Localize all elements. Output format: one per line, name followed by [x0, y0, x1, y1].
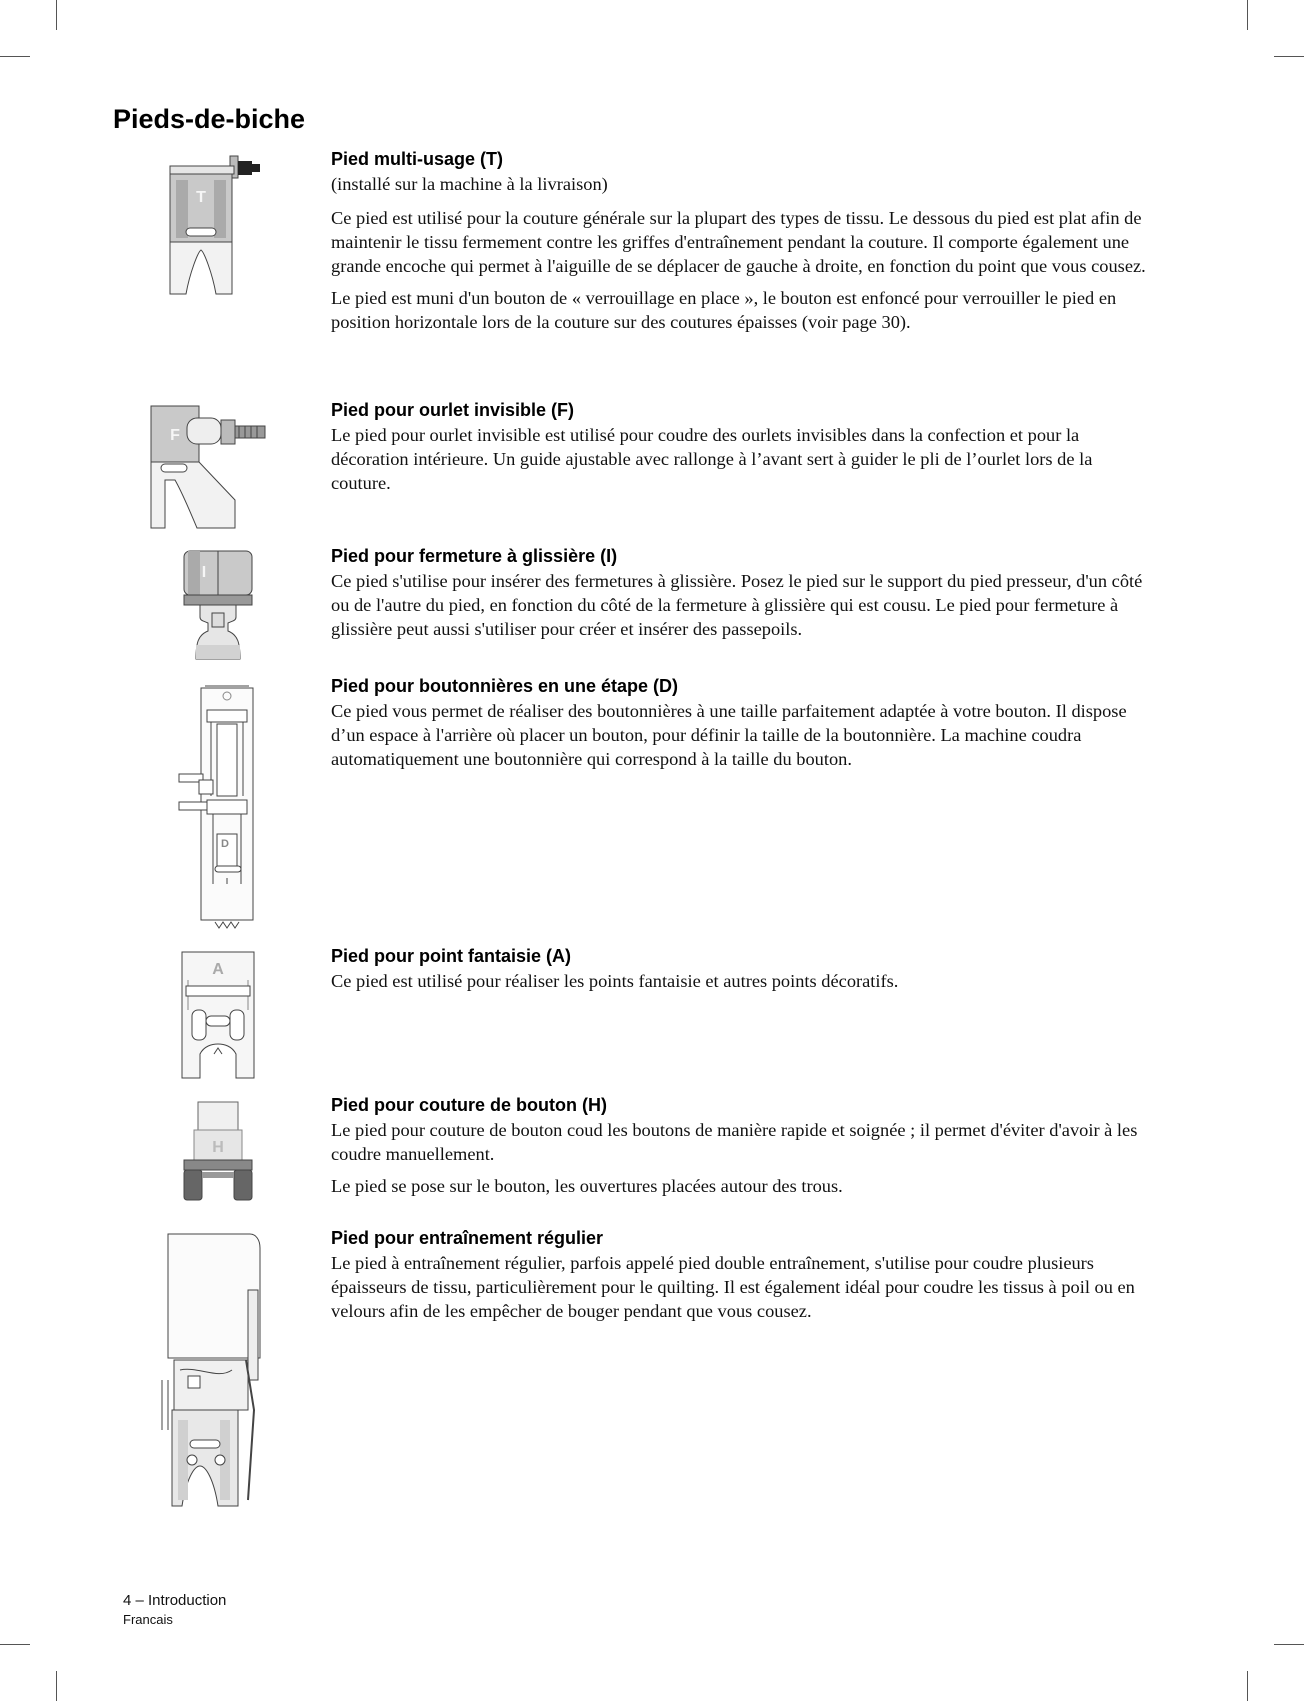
- section-paragraph: Ce pied vous permet de réaliser des boutonnières à une taille parfaitement adaptée à votre bouton. Il dispose d’un espace à l'arrière où placer un bouton, pour définir la taille de la boutonnière. La machine coudra automatiquement une boutonnière qui correspond à la taille du bouton.: [331, 701, 1127, 769]
- section-paragraph: Le pied est muni d'un bouton de « verrouillage en place », le bouton est enfoncé pour verrouiller le pied en position horizontale lors de la couture sur des coutures épaisses (voir page 30).: [331, 288, 1117, 332]
- section-heading: Pied pour fermeture à glissière (I): [331, 546, 618, 566]
- section-multi-usage-foot: [331, 148, 1156, 342]
- section-blind-hem-foot: [331, 399, 1156, 503]
- crop-mark: [56, 1671, 57, 1701]
- section-paragraph: Le pied pour couture de bouton coud les boutons de manière rapide et soignée ; il permet d'éviter d'avoir à les coudre manuellement.: [331, 1120, 1138, 1164]
- section-walking-foot: [331, 1227, 1156, 1331]
- section-subtitle: (installé sur la machine à la livraison): [331, 174, 608, 194]
- presser-foot-a-image: [180, 950, 256, 1082]
- foot-letter-i: I: [201, 564, 207, 581]
- section-zipper-foot: [331, 545, 1156, 649]
- foot-letter-d: D: [221, 838, 229, 850]
- section-heading: Pied pour boutonnières en une étape (D): [331, 676, 679, 696]
- presser-foot-h-image: [180, 1100, 256, 1204]
- section-paragraph: Ce pied s'utilise pour insérer des fermetures à glissière. Posez le pied sur le support du pied presseur, d'un côté ou de l'autre du pied, en fonction du côté de la fermeture à glissière qui est cousu. Le pied pour fermeture à glissière peut aussi s'utiliser pour créer et insérer des passepoils.: [331, 571, 1143, 639]
- crop-mark: [56, 0, 57, 30]
- presser-foot-d-image: [177, 684, 257, 932]
- footer-language: Francais: [123, 1612, 173, 1627]
- section-paragraph: Le pied pour ourlet invisible est utilisé pour coudre des ourlets invisibles dans la confection et pour la décoration intérieure. Un guide ajustable avec rallonge à l’avant sert à guider le pli de l’ourlet lors de la couture.: [331, 425, 1093, 493]
- crop-mark: [1247, 0, 1248, 30]
- foot-letter-t: T: [196, 189, 206, 206]
- section-heading: Pied pour couture de bouton (H): [331, 1095, 607, 1115]
- walking-foot-image: [158, 1230, 268, 1512]
- section-heading: Pied pour ourlet invisible (F): [331, 400, 575, 420]
- crop-mark: [0, 1644, 30, 1645]
- presser-foot-t-image: [158, 152, 273, 300]
- crop-mark: [0, 56, 30, 57]
- crop-mark: [1247, 1671, 1248, 1701]
- section-heading: Pied pour entraînement régulier: [331, 1228, 604, 1248]
- section-heading: Pied pour point fantaisie (A): [331, 946, 572, 966]
- presser-foot-i-image: [182, 549, 254, 661]
- page-title: Pieds-de-biche: [113, 104, 306, 134]
- presser-foot-f-image: [147, 404, 292, 532]
- section-paragraph: Ce pied est utilisé pour la couture générale sur la plupart des types de tissu. Le dessous du pied est plat afin de maintenir le tissu fermement contre les griffes d'entraînement pendant la couture. Il comporte également une grande encoche qui permet à l'aiguille de se déplacer de gauche à droite, en fonction du point que vous cousez.: [331, 208, 1146, 276]
- section-paragraph: Le pied à entraînement régulier, parfois appelé pied double entraînement, s'utilise pour coudre plusieurs épaisseurs de tissu, particulièrement pour le quilting. Il est également idéal pour coudre les tissus à poil ou en velours afin de les empêcher de bouger pendant que vous cousez.: [331, 1253, 1135, 1321]
- section-paragraph: Ce pied est utilisé pour réaliser les points fantaisie et autres points décoratifs.: [331, 971, 899, 991]
- foot-letter-h: H: [212, 1139, 224, 1156]
- section-buttonhole-foot: [331, 675, 1156, 779]
- section-decorative-stitch-foot: [331, 945, 1156, 1001]
- foot-letter-f: F: [170, 427, 180, 444]
- crop-mark: [1274, 1644, 1304, 1645]
- footer-page-number: 4 – Introduction: [123, 1592, 227, 1609]
- section-paragraph: Le pied se pose sur le bouton, les ouvertures placées autour des trous.: [331, 1176, 843, 1196]
- section-button-sewing-foot: [331, 1094, 1156, 1206]
- foot-letter-a: A: [212, 961, 224, 978]
- section-heading: Pied multi-usage (T): [331, 149, 504, 169]
- crop-mark: [1274, 56, 1304, 57]
